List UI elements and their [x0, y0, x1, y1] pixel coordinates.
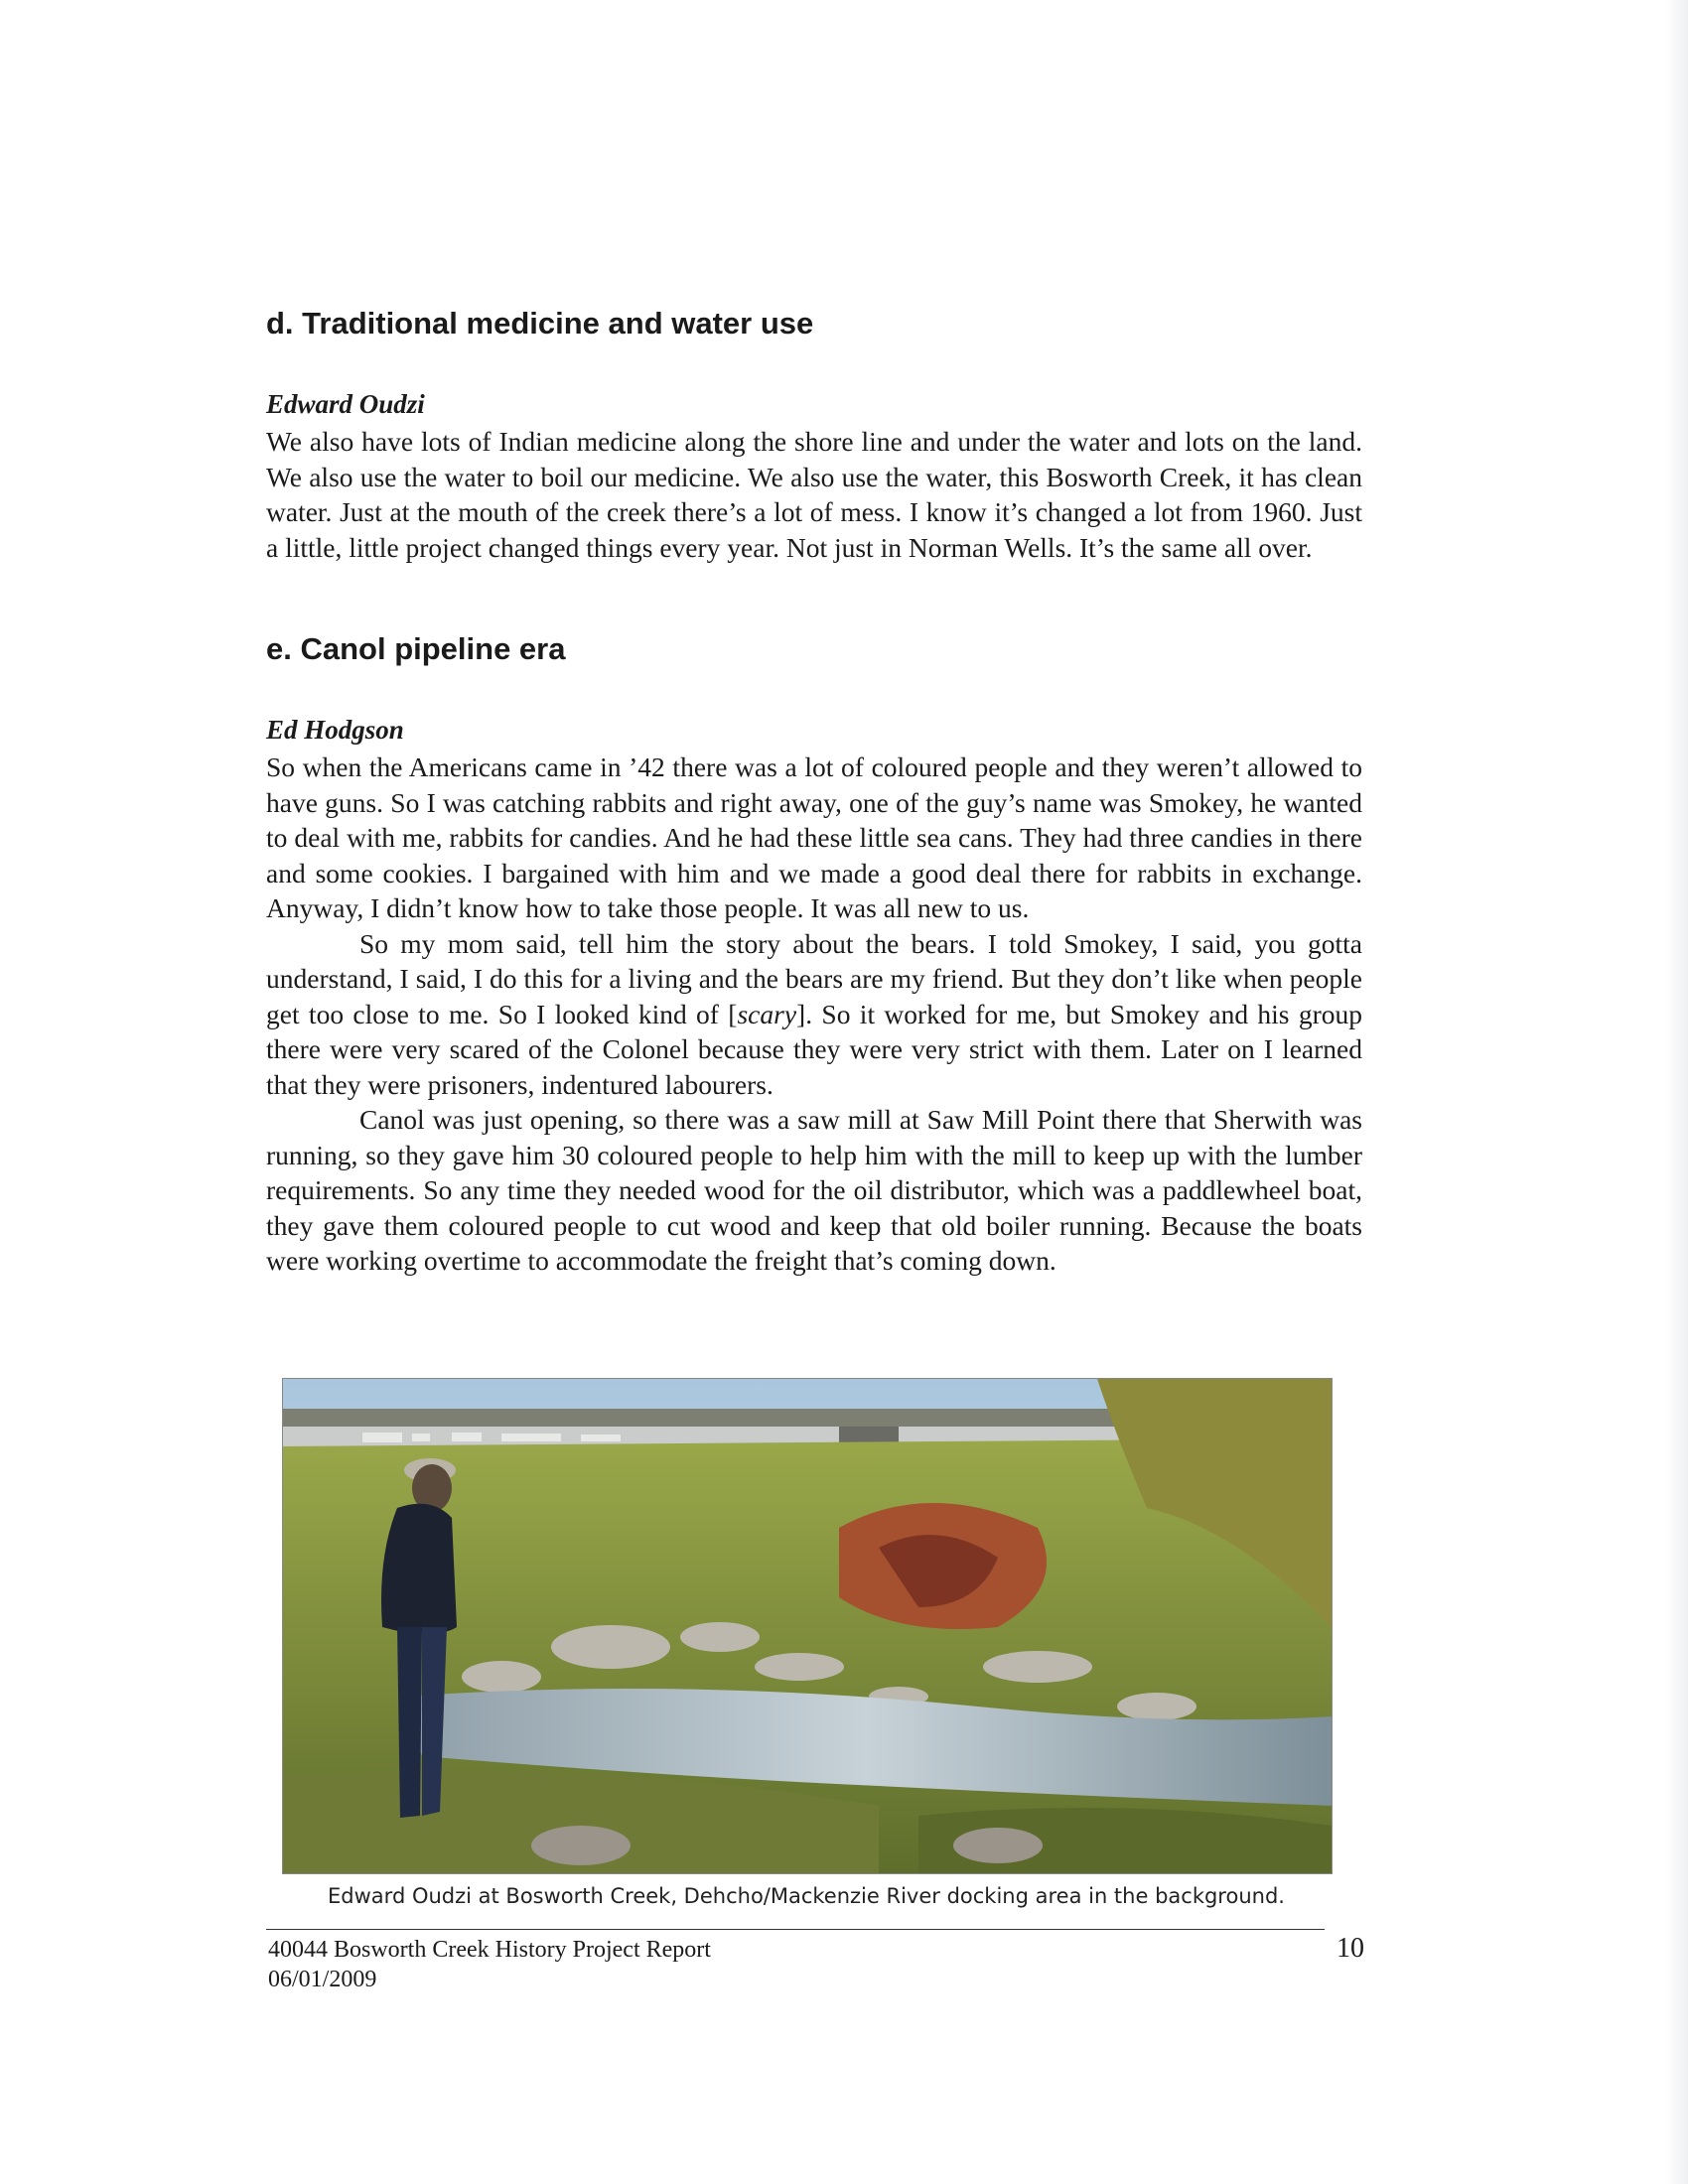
section-e-body [266, 750, 1362, 1279]
creek-photo-illustration [283, 1379, 1332, 1873]
photo-caption: Edward Oudzi at Bosworth Creek, Dehcho/Mackenzie River docking area in the background. [328, 1884, 1285, 1908]
creek-photo [282, 1378, 1333, 1874]
footer-report-title: 40044 Bosworth Creek History Project Report [268, 1937, 711, 1963]
paragraph-2-end: . So it worked for me, but Smokey and his group there were very scared of the Colonel because they were very strict with them. Later on I learned that they were prisoners, indentured labourers. [266, 998, 1363, 1100]
scan-edge-shadow [1666, 0, 1688, 2184]
section-e-paragraph-1: So when the Americans came in ’42 there was a lot of coloured people and they weren’t allowed to have guns. So I was catching rabbits and right away, one of the guy’s name was Smokey, he wanted to deal with me, rabbits for candies. And he had these little sea cans. They had three candies in there and some cookies. I bargained with him and we made a good deal there for rabbits in exchange. Anyway, I didn’t know how to take those people. It was all new to us. [266, 751, 1362, 923]
section-d-heading: d. Traditional medicine and water use [266, 306, 814, 341]
section-e-heading: e. Canol pipeline era [266, 631, 566, 666]
section-d-paragraph: We also have lots of Indian medicine along the shore line and under the water and lots on the land. We also use the water to boil our medicine. We also use the water, this Bosworth Creek, it has clean water. Just at the mouth of the creek there’s a lot of mess. I know it’s changed a lot from 1960. Just a little, little project changed things every year. Not just in Norman Wells. It’s the same all over. [266, 426, 1362, 563]
section-e-speaker: Ed Hodgson [266, 715, 404, 745]
paragraph-2-italic: scary [737, 998, 797, 1029]
section-e-paragraph-3: Canol was just opening, so there was a saw mill at Saw Mill Point there that Sherwith was running, so they gave him 30 coloured people to help him with the mill to keep up with the lumber requirements. So any time they needed wood for the oil distributor, which was a paddlewheel boat, they gave them coloured people to cut wood and keep that old boiler running. Because the boats were working overtime to accommodate the freight that’s coming down. [266, 1104, 1362, 1276]
section-e-paragraph-2: So my mom said, tell him the story about the bears. I told Smokey, I said, you gotta understand, I said, I do this for a living and the bears are my friend. But they don’t like when people get too close to me. So I looked kind of [scary]. So it worked for me, but Smokey and his group there were very scared of the Colonel because they were very strict with them. Later on I learned that they were prisoners, indentured labourers. [266, 927, 1363, 1100]
section-d-body [266, 424, 1362, 565]
footer-divider [266, 1929, 1325, 1930]
section-d-speaker: Edward Oudzi [266, 389, 425, 419]
paragraph-2-start: So my mom said, tell him the story about the bears. I told Smokey, I said, you gotta understand, I said, I do this for a living and the bears are my friend. But they don’t like when people get too close to me. So I looked kind of [266, 927, 1362, 1029]
page-number: 10 [1336, 1933, 1364, 1964]
footer-date: 06/01/2009 [268, 1967, 377, 1992]
footer-info [268, 1935, 711, 1994]
